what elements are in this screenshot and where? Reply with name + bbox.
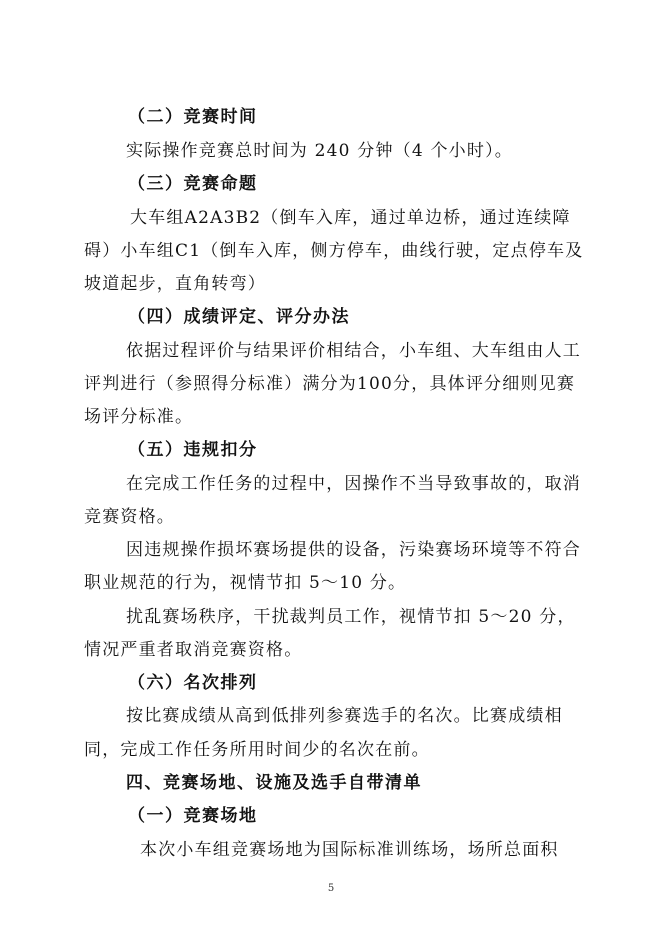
paragraph-line: 职业规范的行为，视情节扣 5～10 分。 [84, 573, 407, 593]
paragraph-line: 本次小车组竞赛场地为国际标准训练场，场所总面积 [140, 840, 559, 860]
section-heading-competition-time: （二）竞赛时间 [128, 107, 258, 127]
paragraph-line: 情况严重者取消竞赛资格。 [84, 640, 303, 660]
paragraph-line: 扰乱赛场秩序，干扰裁判员工作，视情节扣 5～20 分， [126, 607, 576, 627]
paragraph-line: 因违规操作损坏赛场提供的设备，污染赛场环境等不符合 [126, 540, 581, 560]
section-heading-competition-topic: （三）竞赛命题 [128, 174, 258, 194]
paragraph-line: 场评分标准。 [84, 407, 194, 427]
section-heading-ranking: （六）名次排列 [128, 673, 258, 693]
chapter-heading-venue-facilities: 四、竞赛场地、设施及选手自带清单 [126, 773, 422, 793]
paragraph-line: 碍）小车组C1（倒车入库，侧方停车，曲线行驶，定点停车及 [84, 241, 584, 261]
paragraph-line: 评判进行（参照得分标准）满分为100分，具体评分细则见赛 [84, 374, 576, 394]
paragraph-line: 同，完成工作任务所用时间少的名次在前。 [84, 740, 430, 760]
section-heading-violation-deduction: （五）违规扣分 [128, 440, 258, 460]
section-heading-venue: （一）竞赛场地 [128, 806, 258, 826]
paragraph-line: 按比赛成绩从高到低排列参赛选手的名次。比赛成绩相 [126, 706, 563, 726]
paragraph-line: 在完成工作任务的过程中，因操作不当导致事故的，取消 [126, 474, 581, 494]
paragraph-line: 坡道起步，直角转弯） [84, 274, 266, 294]
paragraph-line: 大车组A2A3B2（倒车入库，通过单边桥，通过连续障 [130, 208, 571, 228]
paragraph-line: 竞赛资格。 [84, 507, 175, 527]
paragraph-line: 实际操作竞赛总时间为 240 分钟（4 个小时）。 [126, 141, 513, 161]
section-heading-scoring-method: （四）成绩评定、评分办法 [128, 307, 350, 327]
paragraph-line: 依据过程评价与结果评价相结合，小车组、大车组由人工 [126, 341, 581, 361]
page-number: 5 [327, 883, 335, 894]
